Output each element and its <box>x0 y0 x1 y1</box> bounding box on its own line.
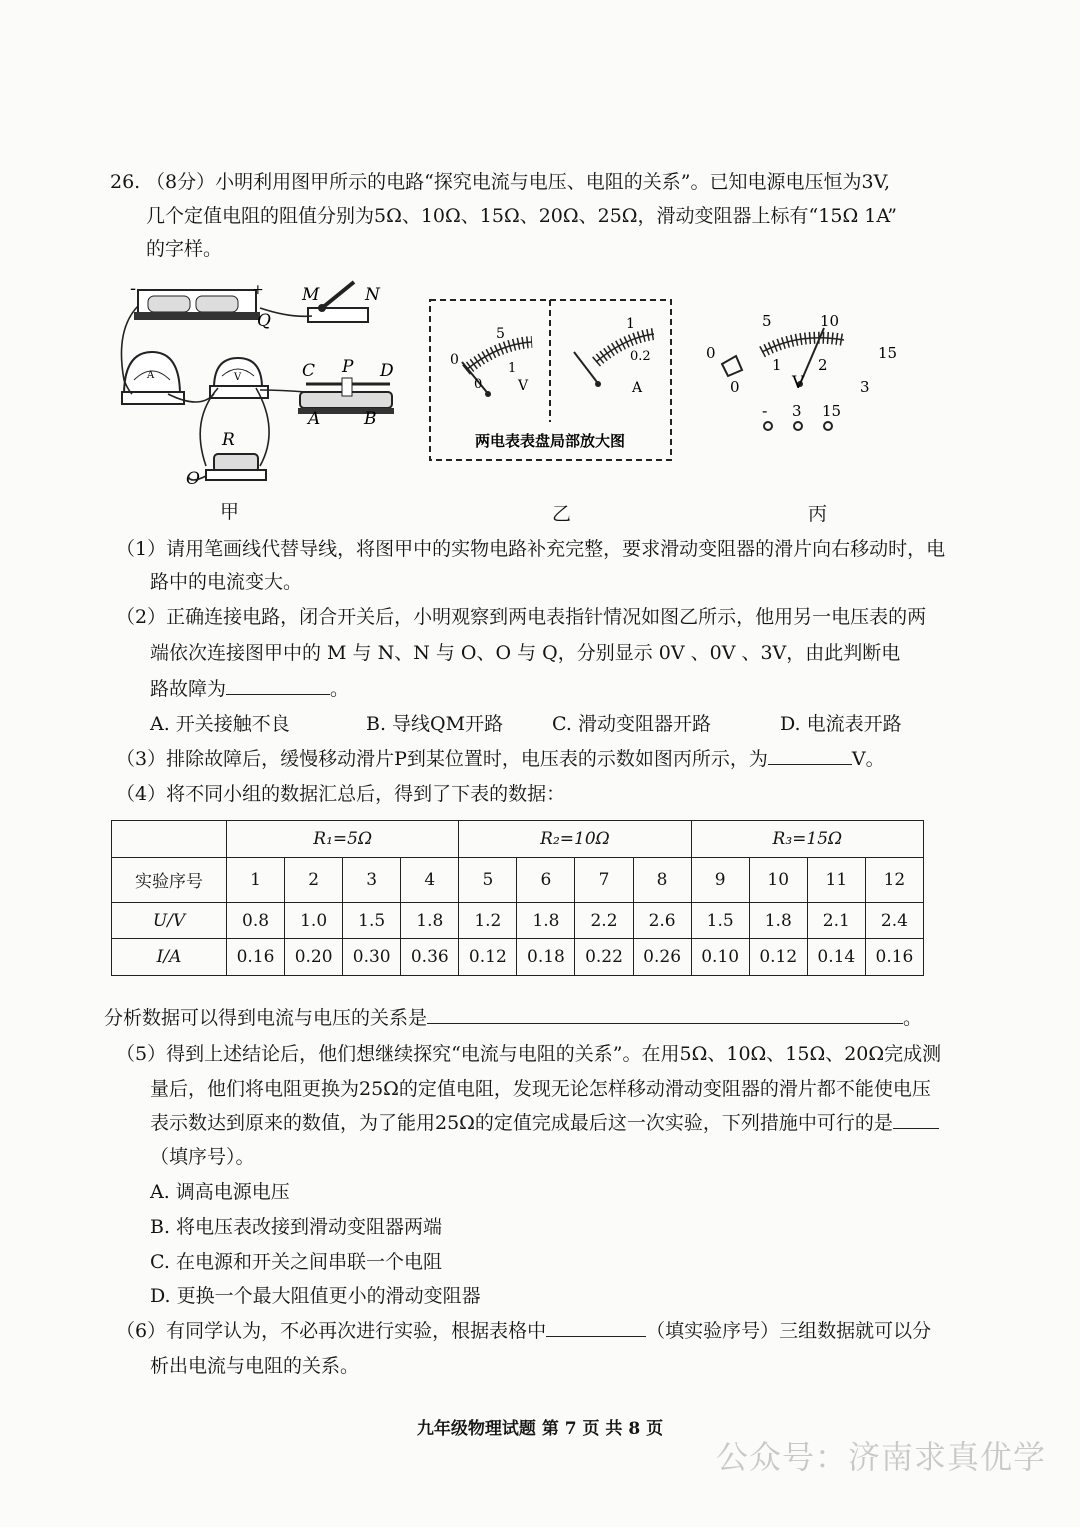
yi-a-one: 1 <box>626 316 635 332</box>
label-B: B <box>364 409 377 429</box>
question-intro-line3: 的字样。 <box>146 238 223 260</box>
figure-jia-caption: 甲 <box>220 501 240 523</box>
part1-line2: 路中的电流变大。 <box>150 571 303 593</box>
part2-option-d: D. 电流表开路 <box>780 713 902 735</box>
watermark: 公众号：济南求真优学 <box>716 1438 1047 1476</box>
label-M: M <box>302 285 320 305</box>
part3-answer-blank[interactable] <box>768 764 852 765</box>
conclusion-line <box>104 1006 922 1030</box>
table-cell: 0.22 <box>575 939 633 976</box>
part6-pre: （6）有同学认为，不必再次进行实验，根据表格中 <box>116 1320 547 1342</box>
table-cell: 1 <box>227 857 285 902</box>
table-row <box>112 939 924 976</box>
table-cell: 10 <box>749 857 807 902</box>
table-cell: 2.4 <box>865 902 923 939</box>
table-row-label: U/V <box>112 902 227 939</box>
part5-option-b: B. 将电压表改接到滑动变阻器两端 <box>150 1216 443 1238</box>
table-cell: 5 <box>459 857 517 902</box>
voltmeter-scale <box>466 342 532 370</box>
part2-option-c: C. 滑动变阻器开路 <box>552 713 711 735</box>
table-row <box>112 902 924 939</box>
table-group-r1: R₁=5Ω <box>227 821 459 858</box>
conclusion-answer-blank[interactable] <box>427 1023 903 1024</box>
part4-line: （4）将不同小组的数据汇总后，得到了下表的数据： <box>116 783 566 805</box>
bing-terminals <box>764 422 832 430</box>
bing-scale <box>762 338 844 352</box>
table-cell: 0.26 <box>633 939 691 976</box>
table-row-label: I/A <box>112 939 227 976</box>
table-cell: 12 <box>865 857 923 902</box>
yi-a-unit: A <box>632 380 643 396</box>
battery-minus-label: - <box>130 278 137 299</box>
table-cell: 9 <box>691 857 749 902</box>
table-cell: 0.10 <box>691 939 749 976</box>
table-cell: 6 <box>517 857 575 902</box>
table-cell-empty <box>112 821 227 858</box>
yi-v-one: 1 <box>508 361 517 376</box>
yi-v-unit: V <box>518 378 529 394</box>
bing-0: 0 <box>706 344 716 362</box>
page-footer: 九年级物理试题 第 7 页 共 8 页 <box>416 1419 664 1439</box>
part2-line1: （2）正确连接电路，闭合开关后，小明观察到两电表指针情况如图乙所示，他用另一电压表的两 <box>116 606 927 628</box>
table-cell: 2.6 <box>633 902 691 939</box>
data-table <box>111 820 924 976</box>
table-cell: 2.1 <box>807 902 865 939</box>
table-cell: 1.5 <box>691 902 749 939</box>
voltmeter-label: V <box>234 372 242 383</box>
part2-option-b: B. 导线QM开路 <box>366 713 504 735</box>
bing-0b: 0 <box>730 378 740 396</box>
part5-line2: 量后，他们将电阻更换为25Ω的定值电阻，发现无论怎样移动滑动变阻器的滑片都不能使电压 <box>150 1078 931 1100</box>
part2-option-a: A. 开关接触不良 <box>150 713 290 735</box>
question-intro-line1: （8分）小明利用图甲所示的电路“探究电流与电压、电阻的关系”。已知电源电压恒为3V, <box>146 171 891 193</box>
table-cell: 7 <box>575 857 633 902</box>
question-intro-line2: 几个定值电阻的阻值分别为5Ω、10Ω、15Ω、20Ω、25Ω，滑动变阻器上标有“15Ω 1A” <box>146 205 897 227</box>
bing-5: 5 <box>762 312 772 330</box>
part5-option-d: D. 更换一个最大阻值更小的滑动变阻器 <box>150 1285 481 1307</box>
bing-2: 2 <box>818 356 828 374</box>
yi-v-five: 5 <box>496 326 505 342</box>
figure-bing-voltmeter <box>700 310 910 435</box>
label-Q: Q <box>257 311 271 331</box>
part3-post: V。 <box>851 748 885 770</box>
figure-jia-circuit <box>110 270 420 495</box>
table-cell: 8 <box>633 857 691 902</box>
table-cell: 0.16 <box>227 939 285 976</box>
table-cell: 0.12 <box>459 939 517 976</box>
table-cell: 0.14 <box>807 939 865 976</box>
bing-unit: V <box>792 373 805 393</box>
label-R: R <box>222 430 235 450</box>
yi-a-point2: 0.2 <box>630 349 651 364</box>
question-number: 26. <box>110 171 141 193</box>
conclusion-post: 。 <box>903 1007 923 1029</box>
table-cell: 1.8 <box>749 902 807 939</box>
figure-bing-caption: 丙 <box>808 503 828 525</box>
figure-yi-caption: 乙 <box>552 503 572 525</box>
table-cell: 3 <box>343 857 401 902</box>
part2-line3 <box>150 677 349 701</box>
table-cell: 1.2 <box>459 902 517 939</box>
part6-line2: 析出电流与电阻的关系。 <box>150 1355 360 1377</box>
table-row <box>112 821 924 858</box>
part6-post: （填实验序号）三组数据就可以分 <box>646 1320 932 1342</box>
part6-line1 <box>116 1319 931 1343</box>
label-D: D <box>380 361 394 381</box>
table-cell: 4 <box>401 857 459 902</box>
battery-plus-label: + <box>252 282 264 298</box>
part5-line3 <box>150 1111 939 1135</box>
part2-line3-post: 。 <box>330 678 350 700</box>
table-cell: 0.18 <box>517 939 575 976</box>
bing-1: 1 <box>772 356 782 374</box>
part3-pre: （3）排除故障后，缓慢移动滑片P到某位置时，电压表的示数如图丙所示，为 <box>116 748 768 770</box>
table-row-label: 实验序号 <box>112 857 227 902</box>
table-group-r3: R₃=15Ω <box>691 821 923 858</box>
table-group-r2: R₂=10Ω <box>459 821 691 858</box>
figure-yi-title: 两电表表盘局部放大图 <box>474 432 626 450</box>
table-cell: 0.12 <box>749 939 807 976</box>
figure-yi-meters <box>428 298 674 464</box>
table-cell: 0.16 <box>865 939 923 976</box>
part2-line2: 端依次连接图甲中的 M 与 N、N 与 O、O 与 Q，分别显示 0V 、0V 、3V，由此判断电 <box>150 642 901 664</box>
part1-line1: （1）请用笔画线代替导线，将图甲中的实物电路补充完整，要求滑动变阻器的滑片向右移动时，电 <box>116 538 946 560</box>
conclusion-pre: 分析数据可以得到电流与电压的关系是 <box>104 1007 428 1029</box>
table-row <box>112 857 924 902</box>
table-cell: 2 <box>285 857 343 902</box>
bing-terminal-minus: - <box>762 401 768 420</box>
yi-v-zero: 0 <box>450 352 459 368</box>
table-cell: 1.5 <box>343 902 401 939</box>
ammeter-needle <box>574 352 600 386</box>
part3-line <box>116 747 885 771</box>
table-cell: 1.8 <box>401 902 459 939</box>
part5-option-a: A. 调高电源电压 <box>150 1181 290 1203</box>
part5-line1: （5）得到上述结论后，他们想继续探究“电流与电阻的关系”。在用5Ω、10Ω、15Ω、20Ω完成测 <box>116 1043 942 1065</box>
part5-line4: （填序号）。 <box>150 1146 255 1168</box>
table-cell: 0.30 <box>343 939 401 976</box>
label-N: N <box>365 285 380 305</box>
table-cell: 0.36 <box>401 939 459 976</box>
yi-v-one-lower: 0 <box>474 377 483 392</box>
label-P: P <box>342 357 354 377</box>
table-cell: 0.8 <box>227 902 285 939</box>
table-cell: 1.8 <box>517 902 575 939</box>
bing-terminal-3: 3 <box>792 402 802 420</box>
part5-option-c: C. 在电源和开关之间串联一个电阻 <box>150 1251 442 1273</box>
label-A: A <box>308 409 321 429</box>
label-O: O <box>186 469 200 489</box>
table-cell: 0.20 <box>285 939 343 976</box>
table-cell: 11 <box>807 857 865 902</box>
part6-answer-blank[interactable] <box>546 1336 646 1337</box>
bing-10: 10 <box>820 312 840 330</box>
table-cell: 2.2 <box>575 902 633 939</box>
battery-icon <box>134 290 260 320</box>
part2-line3-pre: 路故障为 <box>150 678 227 700</box>
label-C: C <box>302 361 316 381</box>
bing-terminal-15: 15 <box>822 402 842 420</box>
part5-answer-blank[interactable] <box>893 1128 939 1129</box>
part5-line3-text: 表示数达到原来的数值，为了能用25Ω的定值完成最后这一次实验，下列措施中可行的是 <box>150 1112 893 1134</box>
bing-15: 15 <box>878 344 898 362</box>
part2-answer-blank[interactable] <box>226 694 330 695</box>
bing-3: 3 <box>860 378 870 396</box>
table-cell: 1.0 <box>285 902 343 939</box>
ammeter-label: A <box>147 370 155 381</box>
resistor-icon <box>206 454 266 480</box>
